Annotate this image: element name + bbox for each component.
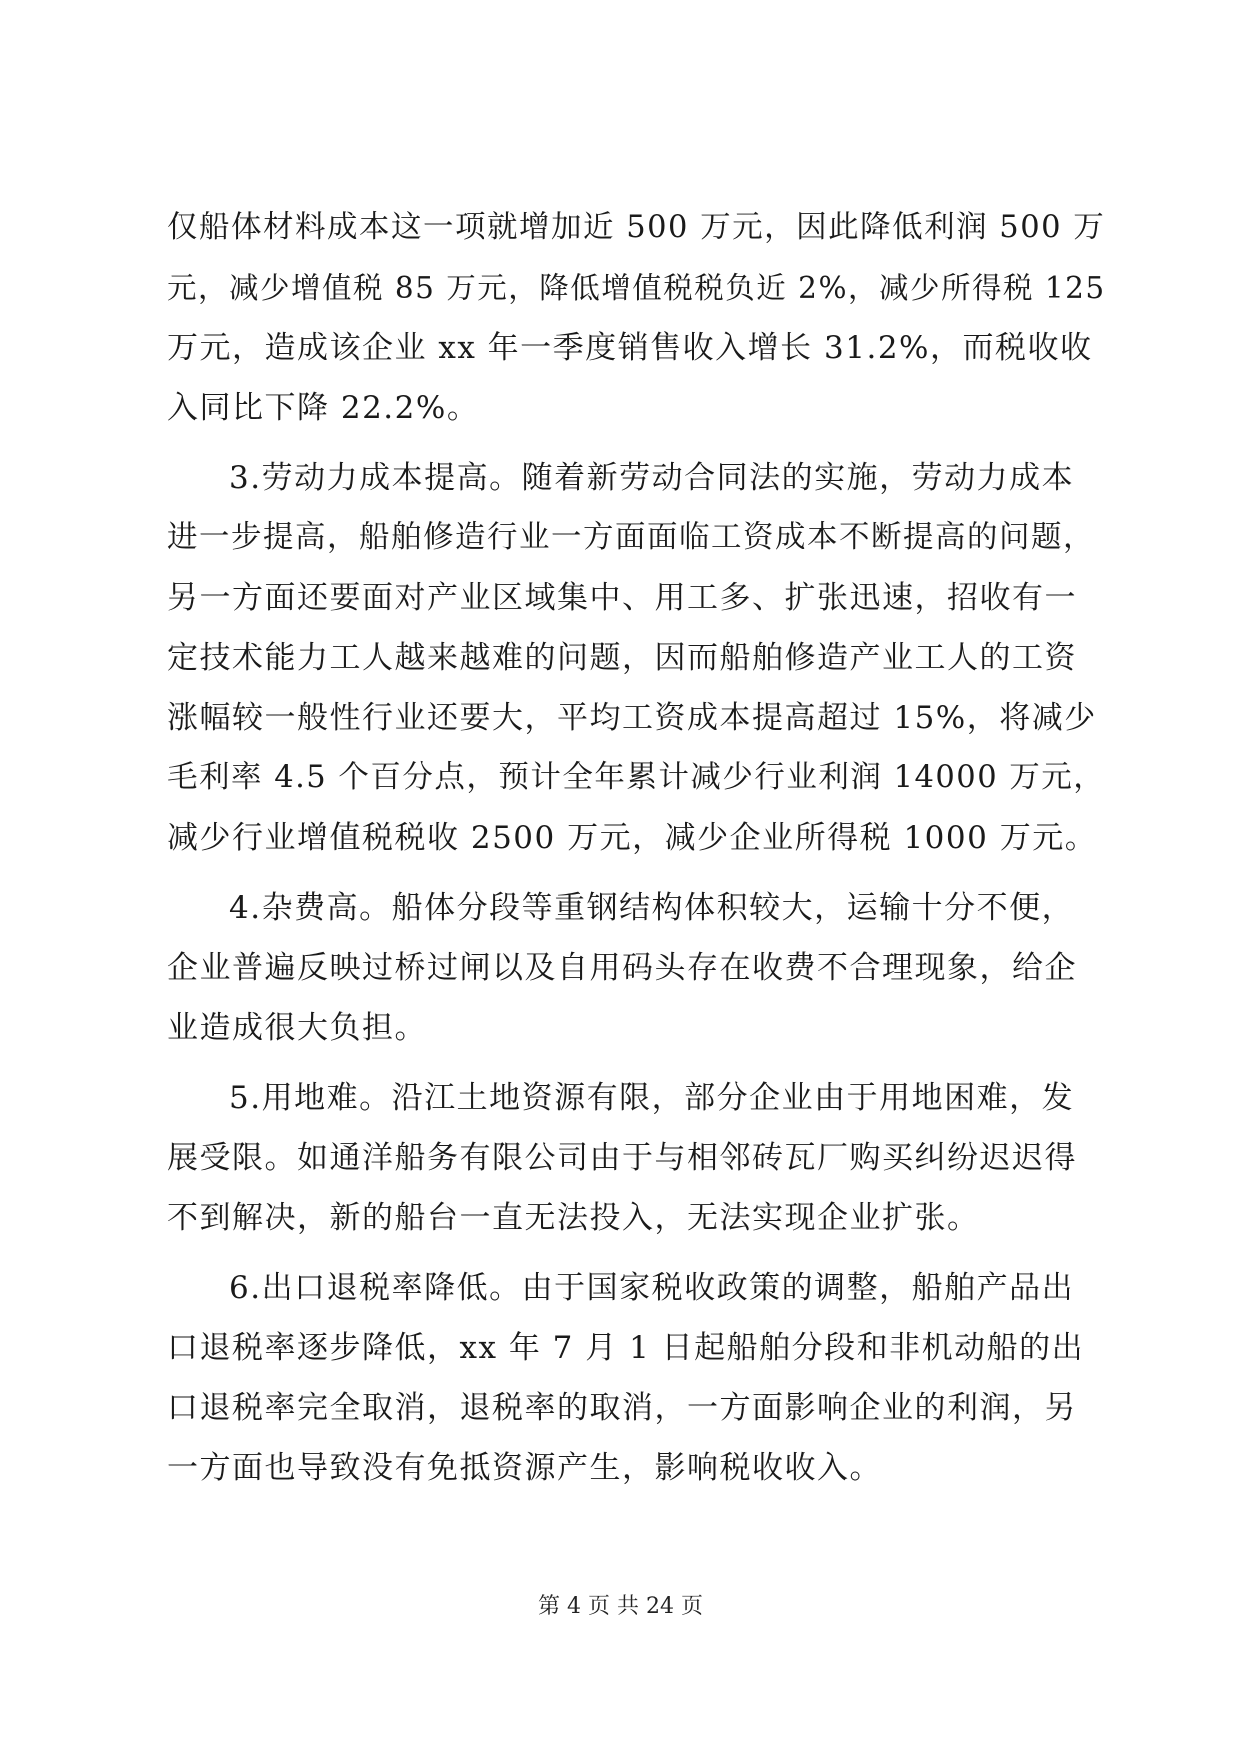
text-line: 一方面也导致没有免抵资源产生，影响税收收入。 [167, 1450, 882, 1486]
page-number-footer: 第 4 页 共 24 页 [538, 1594, 703, 1619]
text-line: 展受限。如通洋船务有限公司由于与相邻砖瓦厂购买纠纷迟迟得 [167, 1140, 1077, 1176]
text-line: 4.杂费高。船体分段等重钢结构体积较大，运输十分不便， [229, 890, 1075, 926]
text-line: 万元，造成该企业 xx 年一季度销售收入增长 31.2%，而税收收 [167, 330, 1093, 366]
text-line: 毛利率 4.5 个百分点，预计全年累计减少行业利润 14000 万元， [167, 760, 1106, 795]
text-line: 口退税率逐步降低，xx 年 7 月 1 日起船舶分段和非机动船的出 [167, 1330, 1085, 1366]
text-line: 业造成很大负担。 [167, 1010, 427, 1046]
text-line: 涨幅较一般性行业还要大，平均工资成本提高超过 15%，将减少 [167, 700, 1097, 736]
text-line: 仅船体材料成本这一项就增加近 500 万元，因此降低利润 500 万 [167, 210, 1106, 245]
text-line: 元，减少增值税 85 万元，降低增值税税负近 2%，减少所得税 125 [167, 271, 1106, 305]
text-line: 企业普遍反映过桥过闸以及自用码头存在收费不合理现象，给企 [167, 950, 1077, 986]
text-line: 6.出口退税率降低。由于国家税收政策的调整，船舶产品出 [229, 1270, 1075, 1306]
text-line: 5.用地难。沿江土地资源有限，部分企业由于用地困难，发 [229, 1080, 1075, 1116]
text-line: 另一方面还要面对产业区域集中、用工多、扩张迅速，招收有一 [167, 580, 1077, 616]
text-line: 入同比下降 22.2%。 [167, 390, 480, 426]
text-line: 3.劳动力成本提高。随着新劳动合同法的实施，劳动力成本 [229, 460, 1075, 496]
text-line: 定技术能力工人越来越难的问题，因而船舶修造产业工人的工资 [167, 640, 1077, 676]
text-line: 减少行业增值税税收 2500 万元，减少企业所得税 1000 万元。 [167, 820, 1098, 856]
text-line: 口退税率完全取消，退税率的取消，一方面影响企业的利润，另 [167, 1390, 1077, 1426]
text-line: 进一步提高，船舶修造行业一方面面临工资成本不断提高的问题， [167, 520, 1095, 555]
text-line: 不到解决，新的船台一直无法投入，无法实现企业扩张。 [167, 1200, 980, 1236]
